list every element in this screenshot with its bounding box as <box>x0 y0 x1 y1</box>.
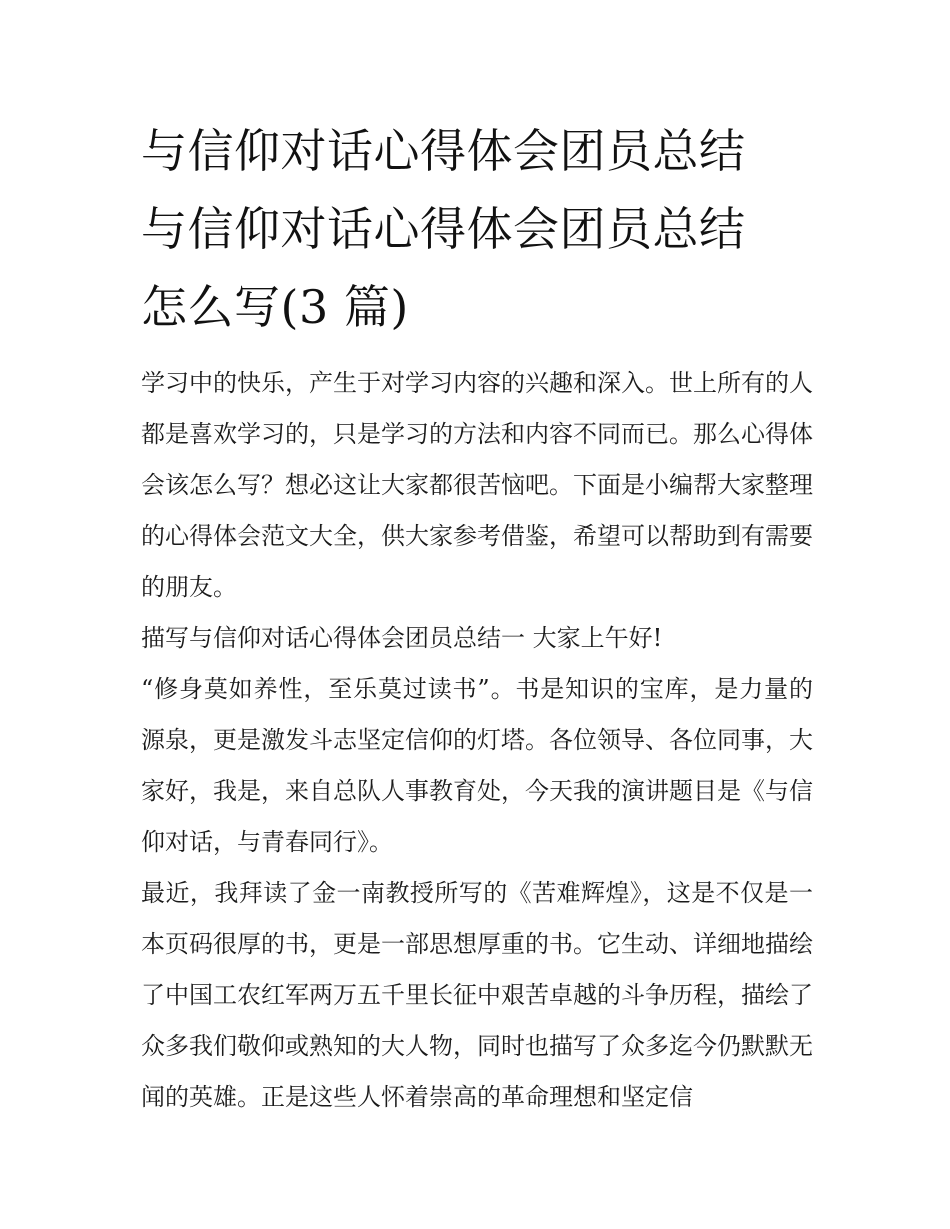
title-line-1: 与信仰对话心得体会团员总结 <box>141 124 746 178</box>
document-title <box>141 112 813 346</box>
quote-paragraph: “修身莫如养性，至乐莫过读书”。书是知识的宝库，是力量的源泉，更是激发斗志坚定信仰的灯塔。各位领导、各位同事，大家好，我是，来自总队人事教育处，今天我的演讲题目是《与信仰对话，与青春同行》。 <box>141 675 813 856</box>
intro-paragraph: 学习中的快乐，产生于对学习内容的兴趣和深入。世上所有的人都是喜欢学习的，只是学习的方法和内容不同而已。那么心得体会该怎么写？想必这让大家都很苦恼吧。下面是小编帮大家整理的心得体会范文大全，供大家参考借鉴，希望可以帮助到有需要的朋友。 <box>141 369 813 601</box>
section-heading-paragraph: 描写与信仰对话心得体会团员总结一 大家上午好! <box>141 624 663 652</box>
title-line-2: 与信仰对话心得体会团员总结 <box>141 202 746 256</box>
document-body <box>141 112 813 1123</box>
title-line-3: 怎么写(3 篇) <box>141 280 409 334</box>
book-review-paragraph: 最近，我拜读了金一南教授所写的《苦难辉煌》，这是不仅是一本页码很厚的书，更是一部思想厚重的书。它生动、详细地描绘了中国工农红军两万五千里长征中艰苦卓越的斗争历程，描绘了众多我们敬仰或熟知的大人物，同时也描写了众多迄今仍默默无闻的英雄。正是这些人怀着崇高的革命理想和坚定信 <box>141 879 813 1111</box>
